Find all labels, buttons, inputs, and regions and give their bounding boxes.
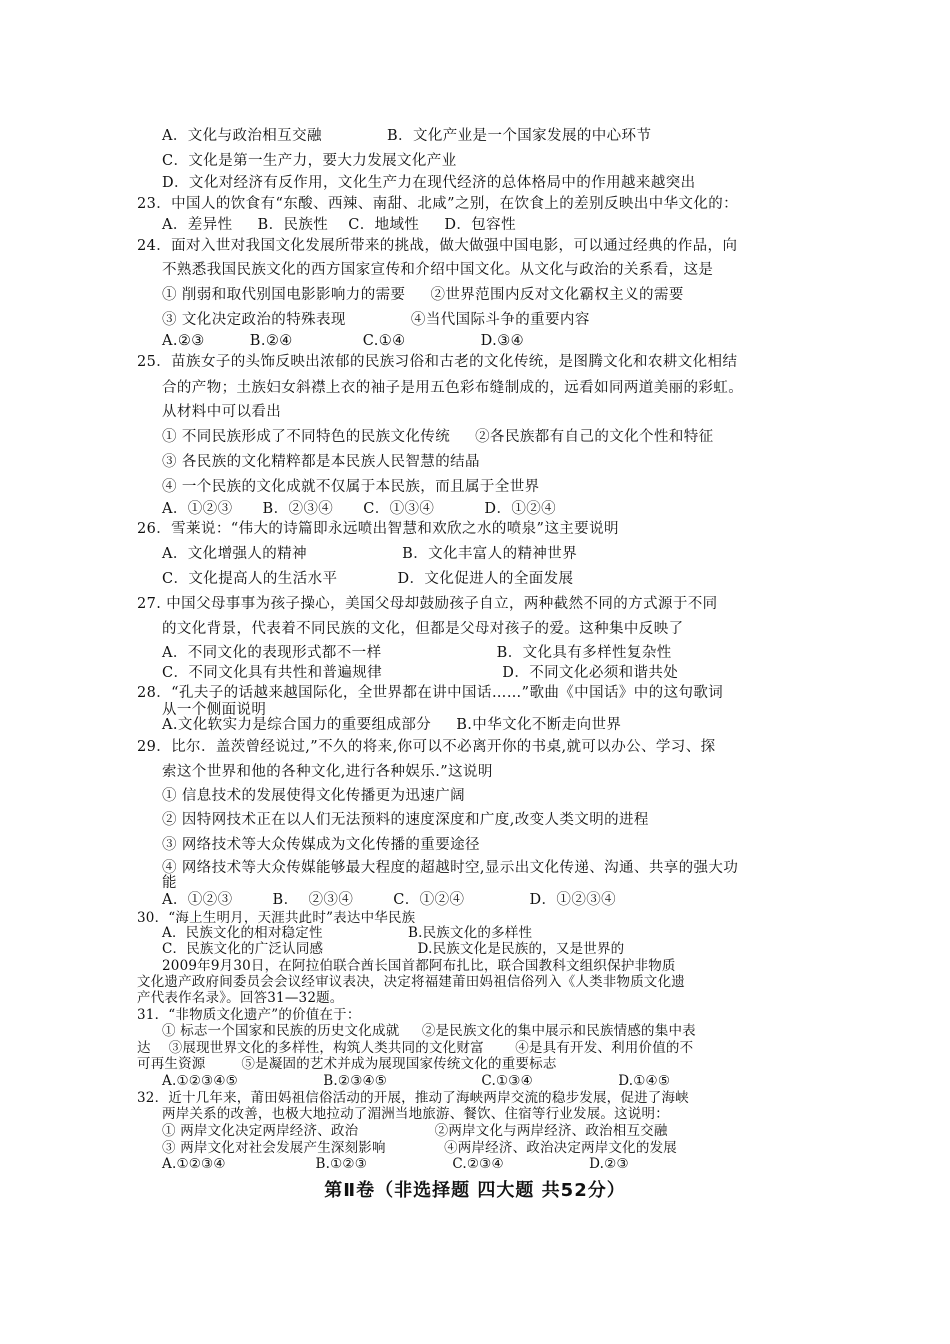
q27-stem-line1: 27. 中国父母事事为孩子操心，美国父母却鼓励孩子自立，两种截然不同的方式源于不同 bbox=[137, 596, 718, 612]
q26-stem: 26．雪莱说：“伟大的诗篇即永远喷出智慧和欢欣之水的喷泉”这主要说明 bbox=[137, 521, 619, 537]
q32-options: A.①②③④ B.①②③ C.②③④ D.②③ bbox=[162, 1156, 629, 1172]
q26-options-c-d: C．文化提高人的生活水平 D．文化促进人的全面发展 bbox=[162, 571, 574, 587]
q27-stem-line2: 的文化背景，代表着不同民族的文化，但都是父母对孩子的爱。这种集中反映了 bbox=[162, 621, 684, 637]
q25-statement-4: ④ 一个民族的文化成就不仅属于本民族，而且属于全世界 bbox=[162, 479, 540, 495]
q31-stem: 31．“非物质文化遗产”的价值在于： bbox=[137, 1007, 361, 1023]
q25-stem-line3: 从材料中可以看出 bbox=[162, 404, 282, 420]
q24-statements-3-4: ③ 文化决定政治的特殊表现 ④当代国际斗争的重要内容 bbox=[162, 312, 590, 328]
q29-statement-4: ④ 网络技术等大众传媒能够最大程度的超越时空,显示出文化传递、沟通、共享的强大功 bbox=[162, 860, 739, 876]
q32-statements-1-2: ① 两岸文化决定两岸经济、政治 ②两岸文化与两岸经济、政治相互交融 bbox=[162, 1123, 668, 1139]
q32-stem-line2: 两岸关系的改善，也极大地拉动了湄洲当地旅游、餐饮、住宿等行业发展。这说明： bbox=[162, 1106, 669, 1122]
q30-options-a-b: A．民族文化的相对稳定性 B.民族文化的多样性 bbox=[162, 925, 533, 941]
q27-options-c-d: C．不同文化具有共性和普遍规律 D．不同文化必须和谐共处 bbox=[162, 665, 679, 681]
q26-options-a-b: A．文化增强人的精神 B．文化丰富人的精神世界 bbox=[162, 546, 578, 562]
material-line1: 2009年9月30日，在阿拉伯联合酋长国首都阿布扎比，联合国教科文组织保护非物质 bbox=[162, 958, 676, 974]
q31-options: A.①②③④⑤ B.②③④⑤ C.①③④ D.①④⑤ bbox=[162, 1073, 671, 1089]
q31-statements-line2: 达 ③展现世界文化的多样性，构筑人类共同的文化财富 ④是具有开发、利用价值的不 bbox=[137, 1040, 694, 1056]
q22-option-d: D．文化对经济有反作用，文化生产力在现代经济的总体格局中的作用越来越突出 bbox=[162, 175, 696, 191]
q28-stem-line1: 28．“孔夫子的话越来越国际化，全世界都在讲中国话……”歌曲《中国话》中的这句歌词 bbox=[137, 685, 724, 701]
q27-options-a-b: A．不同文化的表现形式都不一样 B．文化具有多样性复杂性 bbox=[162, 645, 672, 661]
q29-stem-line2: 索这个世界和他的各种文化,进行各种娱乐.”这说明 bbox=[162, 764, 493, 780]
q31-statements-line1: ① 标志一个国家和民族的历史文化成就 ②是民族文化的集中展示和民族情感的集中表 bbox=[162, 1023, 696, 1039]
q28-options: A.文化软实力是综合国力的重要组成部分 B.中华文化不断走向世界 bbox=[162, 717, 622, 733]
q25-statement-3: ③ 各民族的文化精粹都是本民族人民智慧的结晶 bbox=[162, 454, 480, 470]
q22-option-a-b: A．文化与政治相互交融 B．文化产业是一个国家发展的中心环节 bbox=[162, 128, 652, 144]
q25-statements-1-2: ① 不同民族形成了不同特色的民族文化传统 ②各民族都有自己的文化个性和特征 bbox=[162, 429, 714, 445]
q29-statement-1: ① 信息技术的发展使得文化传播更为迅速广阔 bbox=[162, 788, 466, 804]
q32-stem-line1: 32．近十几年来，莆田妈祖信俗活动的开展，推动了海峡两岸交流的稳步发展，促进了海峡 bbox=[137, 1090, 689, 1106]
q29-statement-2: ② 因特网技术正在以人们无法预料的速度深度和广度,改变人类文明的进程 bbox=[162, 812, 649, 828]
q25-options: A．①②③ B．②③④ C．①③④ D．①②④ bbox=[162, 501, 557, 517]
q24-options: A.②③ B.②④ C.①④ D.③④ bbox=[162, 333, 524, 349]
q30-stem: 30．“海上生明月，天涯共此时”表达中华民族 bbox=[137, 910, 416, 926]
q24-statements-1-2: ① 削弱和取代别国电影影响力的需要 ②世界范围内反对文化霸权主义的需要 bbox=[162, 287, 684, 303]
q23-stem: 23．中国人的饮食有“东酸、西辣、南甜、北咸”之别，在饮食上的差别反映出中华文化的： bbox=[137, 196, 739, 212]
material-line3: 产代表作名录》。回答31—32题。 bbox=[137, 990, 344, 1006]
q32-statements-3-4: ③ 两岸文化对社会发展产生深刻影响 ④两岸经济、政治决定两岸文化的发展 bbox=[162, 1140, 677, 1156]
material-line2: 文化遗产政府间委员会会议经审议表决，决定将福建莆田妈祖信俗列入《人类非物质文化遗 bbox=[137, 974, 685, 990]
q29-options: A．①②③ B． ②③④ C．①②④ D．①②③④ bbox=[162, 892, 617, 908]
q24-stem-line1: 24．面对入世对我国文化发展所带来的挑战，做大做强中国电影，可以通过经典的作品，向 bbox=[137, 238, 738, 254]
q29-statement-3: ③ 网络技术等大众传媒成为文化传播的重要途径 bbox=[162, 837, 480, 853]
q23-options: A．差异性 B．民族性 C．地域性 D．包容性 bbox=[162, 217, 516, 233]
q31-statements-line3: 可再生资源 ⑤是凝固的艺术并成为展现国家传统文化的重要标志 bbox=[137, 1056, 557, 1072]
q30-options-c-d: C．民族文化的广泛认同感 D.民族文化是民族的，又是世界的 bbox=[162, 941, 625, 957]
q29-statement-4-cont: 能 bbox=[162, 875, 177, 891]
section-title: 第Ⅱ卷（非选择题 四大题 共52分） bbox=[324, 1180, 626, 1201]
q25-stem-line1: 25．苗族女子的头饰反映出浓郁的民族习俗和古老的文化传统，是图腾文化和农耕文化相结 bbox=[137, 354, 738, 370]
q22-option-c: C．文化是第一生产力，要大力发展文化产业 bbox=[162, 153, 457, 169]
q24-stem-line2: 不熟悉我国民族文化的西方国家宣传和介绍中国文化。从文化与政治的关系看，这是 bbox=[162, 262, 714, 278]
q25-stem-line2: 合的产物；土族妇女斜襟上衣的袖子是用五色彩布缝制成的，远看如同两道美丽的彩虹。 bbox=[162, 380, 744, 396]
q29-stem-line1: 29．比尔．盖茨曾经说过,”不久的将来,你可以不必离开你的书桌,就可以办公、学习、探 bbox=[137, 739, 716, 755]
q28-stem-line2: 从一个侧面说明 bbox=[162, 702, 267, 718]
